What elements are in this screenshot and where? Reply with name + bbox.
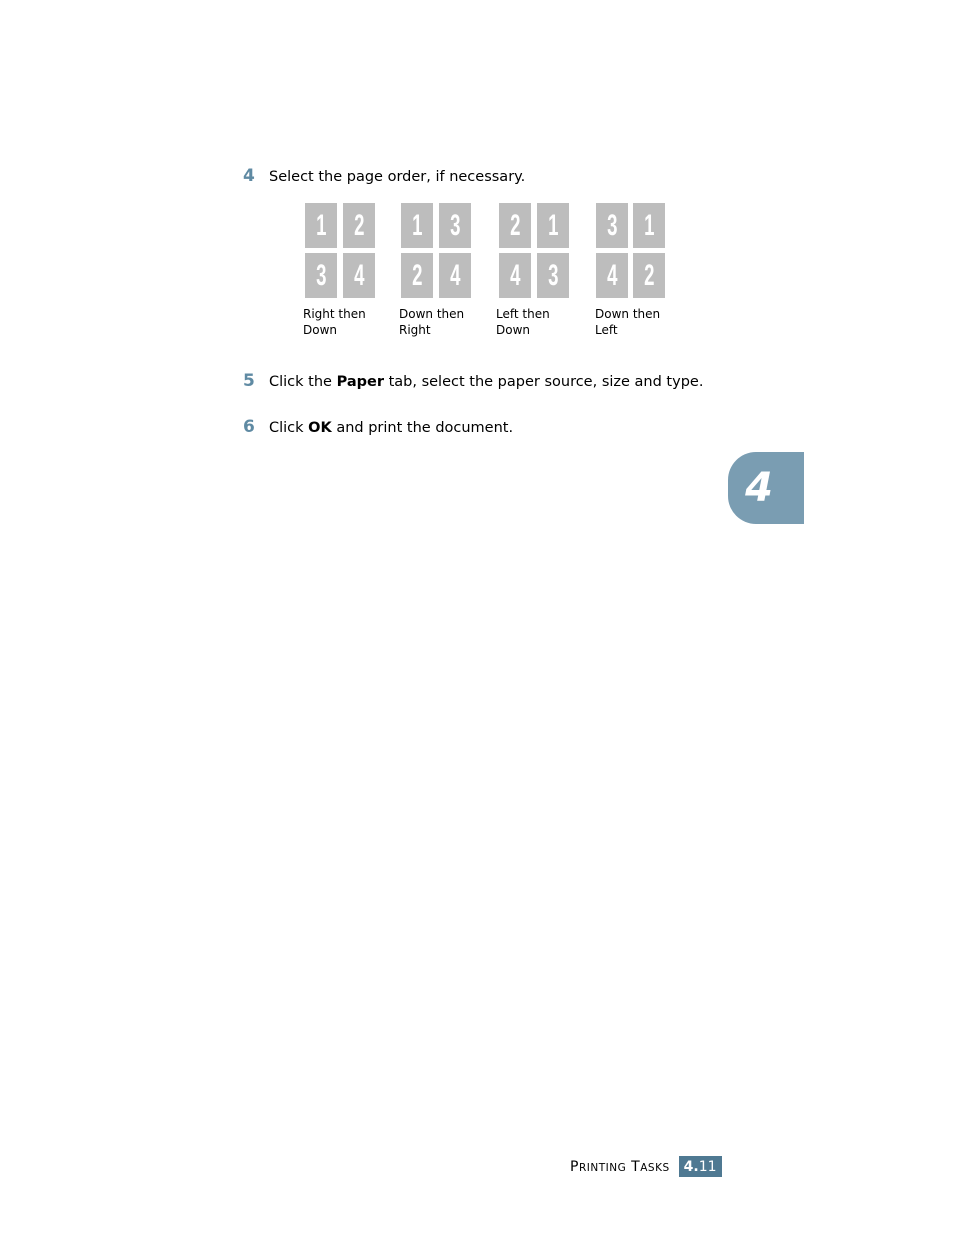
step-text: Select the page order, if necessary.: [269, 169, 526, 185]
page-tile: 1: [633, 203, 665, 248]
page-tile: 3: [596, 203, 628, 248]
page-order-grid: [596, 203, 668, 299]
page-order-options: [303, 203, 723, 343]
step-4: [243, 166, 525, 186]
page-order-left-then-down: [496, 203, 589, 337]
page-tile: 1: [537, 203, 569, 248]
step-number: 5: [243, 371, 255, 391]
page-order-caption: Right then Down: [303, 307, 366, 337]
page-order-caption: Left then Down: [496, 307, 550, 337]
paper-tab-label: Paper: [336, 374, 384, 390]
page-tile: 3: [305, 253, 337, 298]
page-order-right-then-down: [303, 203, 395, 337]
page-order-grid: [401, 203, 473, 299]
step-6: [243, 417, 513, 437]
page-tile: 4: [343, 253, 375, 298]
page-tile: 4: [596, 253, 628, 298]
page-tile: 2: [401, 253, 433, 298]
page-tile: 1: [305, 203, 337, 248]
page-order-grid: [305, 203, 377, 299]
chapter-number: 4: [745, 465, 773, 511]
page-order-caption: Down then Right: [399, 307, 465, 337]
page-tile: 2: [343, 203, 375, 248]
page-tile: 3: [537, 253, 569, 298]
page-number-badge: 4. 11: [679, 1156, 722, 1177]
step-number: 4: [243, 166, 255, 186]
page-order-caption: Down then Left: [595, 307, 661, 337]
step-5: [243, 371, 703, 391]
page-tile: 2: [499, 203, 531, 248]
page-order-grid: [499, 203, 571, 299]
step-text: Click the Paper tab, select the paper source, size and type.: [269, 374, 704, 390]
page-footer: [570, 1156, 722, 1177]
page-order-down-then-right: [399, 203, 491, 337]
page-tile: 1: [401, 203, 433, 248]
page-tile: 2: [633, 253, 665, 298]
chapter-tab: [728, 452, 804, 524]
page-order-down-then-left: [595, 203, 686, 337]
page-tile: 3: [439, 203, 471, 248]
ok-label: OK: [308, 420, 332, 436]
page-tile: 4: [499, 253, 531, 298]
page-tile: 4: [439, 253, 471, 298]
section-title: PRINTING TASKS: [570, 1158, 670, 1175]
step-text: Click OK and print the document.: [269, 420, 514, 436]
step-number: 6: [243, 417, 255, 437]
